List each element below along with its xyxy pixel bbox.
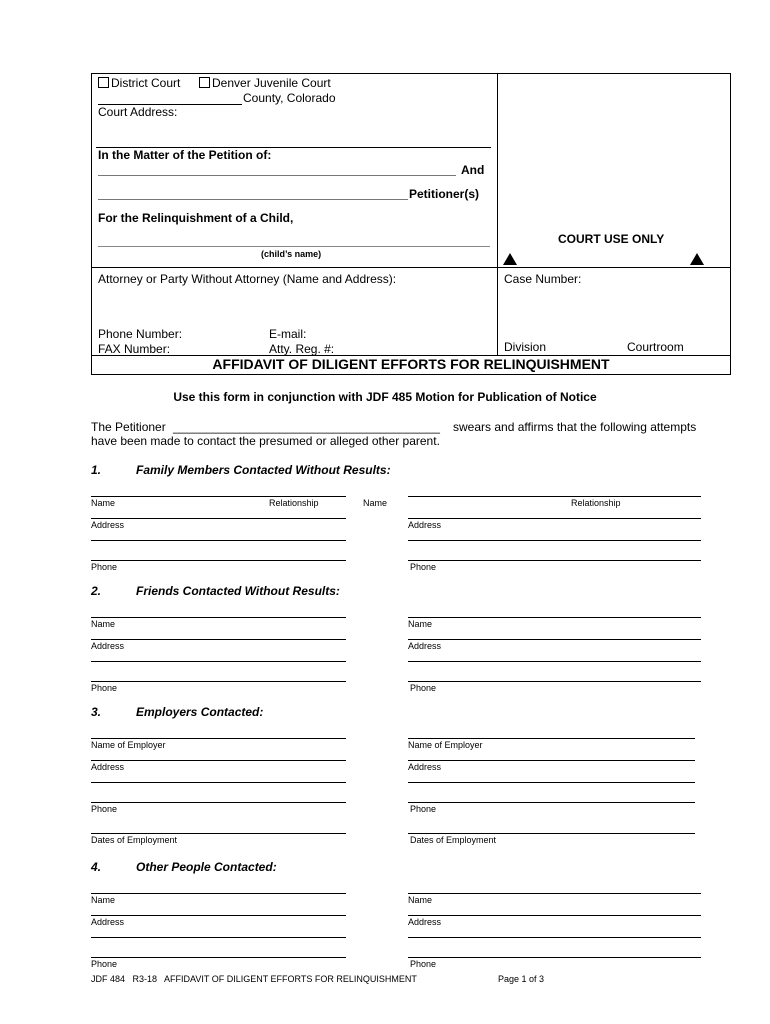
label-address: Address: [408, 641, 442, 651]
phone-number-label: Phone Number:: [98, 327, 183, 341]
label-phone: Phone: [410, 959, 437, 969]
label-address: Address: [408, 917, 442, 927]
field-line[interactable]: [408, 833, 695, 834]
arrow-up-icon: [690, 253, 704, 265]
district-court-option[interactable]: District Court: [98, 76, 180, 90]
field-line[interactable]: [408, 661, 701, 662]
section-3-number: 3.: [91, 705, 102, 719]
field-line[interactable]: [408, 639, 701, 640]
court-use-only: COURT USE ONLY: [558, 232, 665, 246]
field-line[interactable]: [91, 957, 346, 958]
fax-number-label: FAX Number:: [98, 342, 171, 356]
label-address: Address: [91, 762, 125, 772]
field-line[interactable]: [91, 540, 346, 541]
field-line[interactable]: [408, 937, 701, 938]
field-line[interactable]: [408, 915, 701, 916]
field-line[interactable]: [408, 681, 701, 682]
case-number-label: Case Number:: [504, 272, 582, 286]
section-1-title: Family Members Contacted Without Results:: [136, 463, 391, 477]
field-line[interactable]: [408, 802, 695, 803]
intro-swears: swears and affirms that the following attempts: [453, 420, 697, 434]
label-name-of-employer: Name of Employer: [408, 740, 483, 750]
label-relationship: Relationship: [269, 498, 319, 508]
and-label: And: [461, 163, 485, 177]
label-phone: Phone: [410, 683, 437, 693]
petitioner-1-blank[interactable]: [98, 175, 456, 176]
label-address: Address: [91, 641, 125, 651]
courtroom-label: Courtroom: [627, 340, 684, 354]
label-dates-of-employment: Dates of Employment: [410, 835, 497, 845]
field-line[interactable]: [408, 782, 695, 783]
section-2-title: Friends Contacted Without Results:: [136, 584, 340, 598]
field-line[interactable]: [408, 760, 695, 761]
section-4-title: Other People Contacted:: [136, 860, 277, 874]
document-title: AFFIDAVIT OF DILIGENT EFFORTS FOR RELINQUISHMENT: [212, 356, 610, 372]
label-phone: Phone: [410, 562, 437, 572]
section-2-number: 2.: [91, 584, 102, 598]
court-address-label: Court Address:: [98, 105, 178, 119]
division-label: Division: [504, 340, 547, 354]
field-line[interactable]: [408, 518, 701, 519]
field-line[interactable]: [408, 496, 701, 497]
intro-petitioner: The Petitioner: [91, 420, 166, 434]
petitioners-label: Petitioner(s): [409, 187, 480, 201]
footer-form-id: JDF 484 R3-18 AFFIDAVIT OF DILIGENT EFFORTS FOR RELINQUISHMENT: [91, 974, 417, 984]
subtitle: Use this form in conjunction with JDF 485 Motion for Publication of Notice: [173, 390, 597, 404]
field-line[interactable]: [91, 560, 346, 561]
field-line[interactable]: [91, 915, 346, 916]
intro-line-2: have been made to contact the presumed or alleged other parent.: [91, 434, 440, 448]
field-line[interactable]: [91, 661, 346, 662]
field-line[interactable]: [91, 893, 346, 894]
label-phone: Phone: [91, 804, 118, 814]
label-name: Name: [91, 619, 116, 629]
county-label: County, Colorado: [243, 91, 336, 105]
label-phone: Phone: [91, 959, 118, 969]
field-line[interactable]: [91, 760, 346, 761]
relinquishment-label: For the Relinquishment of a Child,: [98, 211, 294, 225]
checkbox-icon[interactable]: [199, 77, 210, 88]
matter-label: In the Matter of the Petition of:: [98, 148, 272, 162]
label-address: Address: [408, 762, 442, 772]
section-4-number: 4.: [91, 860, 102, 874]
label-phone: Phone: [91, 683, 118, 693]
atty-reg-label: Atty. Reg. #:: [269, 342, 335, 356]
field-line[interactable]: [91, 802, 346, 803]
label-name: Name: [408, 619, 433, 629]
label-name-of-employer: Name of Employer: [91, 740, 166, 750]
footer-page-number: Page 1 of 3: [498, 974, 545, 984]
checkbox-icon[interactable]: [98, 77, 109, 88]
field-line[interactable]: [91, 937, 346, 938]
email-label: E-mail:: [269, 327, 307, 341]
label-address: Address: [408, 520, 442, 530]
label-phone: Phone: [91, 562, 118, 572]
label-name: Name: [363, 498, 388, 508]
petitioner-name-blank[interactable]: ________________________________________: [173, 420, 440, 434]
field-line[interactable]: [408, 957, 701, 958]
label-name: Name: [91, 895, 116, 905]
field-line[interactable]: [91, 681, 346, 682]
label-address: Address: [91, 917, 125, 927]
section-3-title: Employers Contacted:: [136, 705, 264, 719]
field-line[interactable]: [408, 738, 695, 739]
field-line[interactable]: [408, 560, 701, 561]
label-relationship: Relationship: [571, 498, 621, 508]
field-line[interactable]: [91, 833, 346, 834]
arrow-up-icon: [503, 253, 517, 265]
section-1-number: 1.: [91, 463, 102, 477]
field-line[interactable]: [91, 782, 346, 783]
label-name: Name: [91, 498, 116, 508]
field-line[interactable]: [408, 893, 701, 894]
field-line[interactable]: [91, 639, 346, 640]
petitioner-2-blank[interactable]: [98, 199, 408, 200]
field-line[interactable]: [408, 617, 701, 618]
field-line[interactable]: [91, 518, 346, 519]
denver-juvenile-court-option[interactable]: Denver Juvenile Court: [199, 76, 331, 90]
label-address: Address: [91, 520, 125, 530]
label-dates-of-employment: Dates of Employment: [91, 835, 178, 845]
field-line[interactable]: [91, 738, 346, 739]
field-line[interactable]: [91, 496, 346, 497]
label-phone: Phone: [410, 804, 437, 814]
label-name: Name: [408, 895, 433, 905]
attorney-label: Attorney or Party Without Attorney (Name and Address):: [98, 272, 397, 286]
field-line[interactable]: [408, 540, 701, 541]
childs-name-label: (child’s name): [261, 249, 322, 259]
childs-name-blank[interactable]: [98, 246, 490, 247]
field-line[interactable]: [91, 617, 346, 618]
